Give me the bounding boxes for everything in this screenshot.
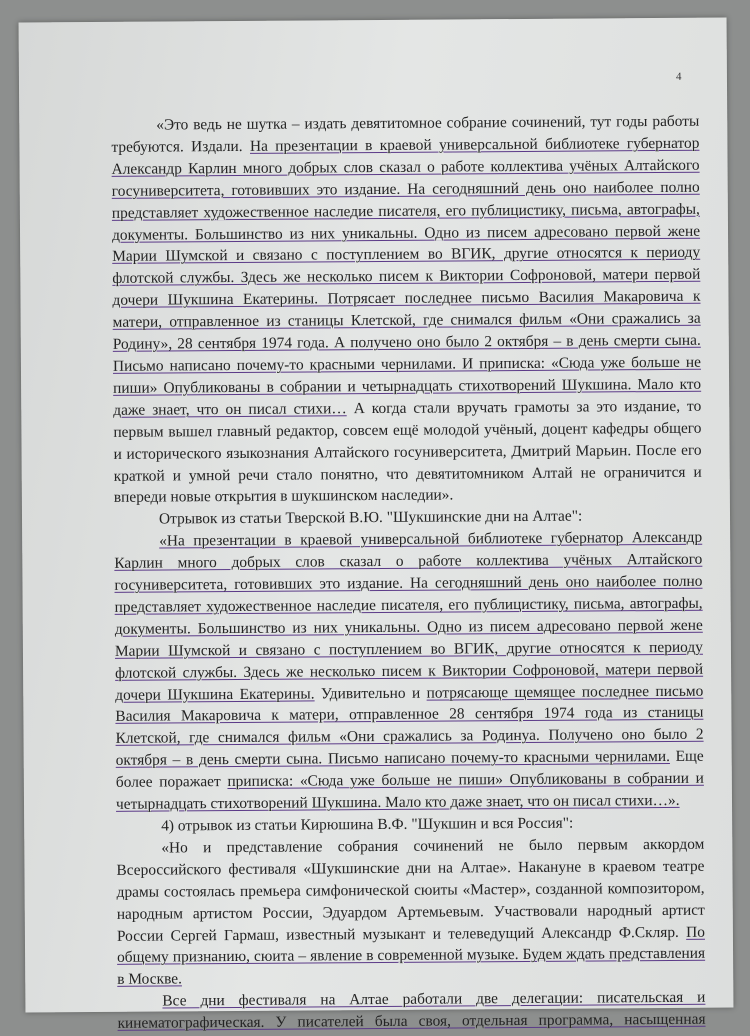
paragraph-quote-4 <box>116 834 705 991</box>
page-number: 4 <box>675 70 682 83</box>
quote-2-underlined-c: потрясающе щемящее последнее письмо Василия Макаровича к матери, отправленное 28 сентября 1974 года из станицы Клетской, где снимался фильм «Они сражались за Родинуа. Получено оно было 2 октября – в день смерти сына. Письмо написано почему-то красными чернилами. <box>115 682 704 770</box>
quote-4-underlined: По общему признанию, сюита – явление в современной музыке. Будем ждать представления в Москве. <box>117 923 706 989</box>
document-body <box>111 111 705 1035</box>
paragraph-source-2: Отрывок из статьи Тверской В.Ю. "Шукшинские дни на Алтае": <box>158 507 583 528</box>
quote-2-underlined-a: «На презентации в краевой универсальной библиотеке губернатор Александр Карлин много добрых слов сказал о работе коллектива учёных Алтайского госуниверситета, готовивших это издание. На сегодняшний день оно наиболее полно представляет художественное наследие писателя, его публицистику, письма, автографы, документы. Большинство из них уникальны. Одно из писем адресовано первой жене Марии Шумской и связано с поступлением во ВГИК, другие относятся к периоду флотской службы. Здесь же несколько писем к Виктории Софроновой, матери первой дочери Шукшина Екатерины. <box>114 528 704 704</box>
paragraph-quote-2 <box>114 527 704 816</box>
quote-1-underlined: На презентации в краевой универсальной библиотеке губернатор Александр Карлин много добрых слов сказал о работе коллектива учёных Алтайского госуниверситета, готовивших это издание. На сегодняшний день оно наиболее полно представляет художественное наследие писателя, его публицистику, письма, автографы, документы. Большинство из них уникальны. Одно из писем адресовано первой жене Марии Шумской и связано с поступлением во ВГИК, другие относятся к периоду флотской службы. Здесь же несколько писем к Виктории Софроновой, матери первой дочери Шукшина Екатерины. Потрясает последнее письмо Василия Макаровича к матери, отправленное из станицы Клетской, где снимался фильм «Они сражались за Родину», 28 сентября 1974 года. А получено оно было 2 октября – в день смерти сына. Письмо написано почему-то красными чернилами. И приписка: «Сюда уже больше не пиши» Опубликованы в собрании и четырнадцать стихотворений Шукшина. Мало кто даже знает, что он писал стихи… <box>111 134 702 419</box>
quote-2-plain-b: Удивительно и <box>314 684 427 702</box>
quote-2-plain-d: Еще более поражает <box>115 747 704 792</box>
paragraph-source-4: 4) отрывок из статьи Кирюшина В.Ф. "Шукшин и вся Россия": <box>161 814 574 835</box>
paragraph-festival <box>117 987 705 1035</box>
quote-2-underlined-e: приписка: «Сюда уже больше не пиши» Опубликованы в собрании и четырнадцать стихотворений Шукшина. Мало кто даже знает, что он писал стихи…». <box>115 769 704 813</box>
festival-underlined: Все дни фестиваля на Алтае работали две делегации: писательская и кинематографическая. У писателей была своя, отдельная программа, насыщенная <box>117 988 706 1032</box>
document-page <box>19 18 734 1032</box>
quote-4-plain: «Но и представление собрания сочинений не было первым аккордом Всероссийского фестиваля «Шукшинские дни на Алтае». Накануне в краевом театре драмы состоялась премьера симфонической сюиты «Мастер», созданной композитором, народным артистом России, Эдуардом Артемьевым. Участвовали народный артист России Сергей Гармаш, известный музыкант и телеведущий Александр Ф.Скляр. <box>116 835 705 945</box>
quote-1-ending: А когда стали вручать грамоты за это издание, то первым вышел главный редактор, совсем ещё молодой учёный, доцент кафедры общего и исторического языкознания Алтайского госуниверситета, Дмитрий Марьин. После его краткой и умной речи стало понятно, что девятитомником Алтай не ограничится и впереди новые открытия в шукшинском наследии». <box>113 397 702 507</box>
paragraph-quote-1 <box>111 111 702 509</box>
quote-1-intro: «Это ведь не шутка – издать девятитомное собрание сочинений, тут годы работы требуются. Издали. <box>111 112 700 156</box>
